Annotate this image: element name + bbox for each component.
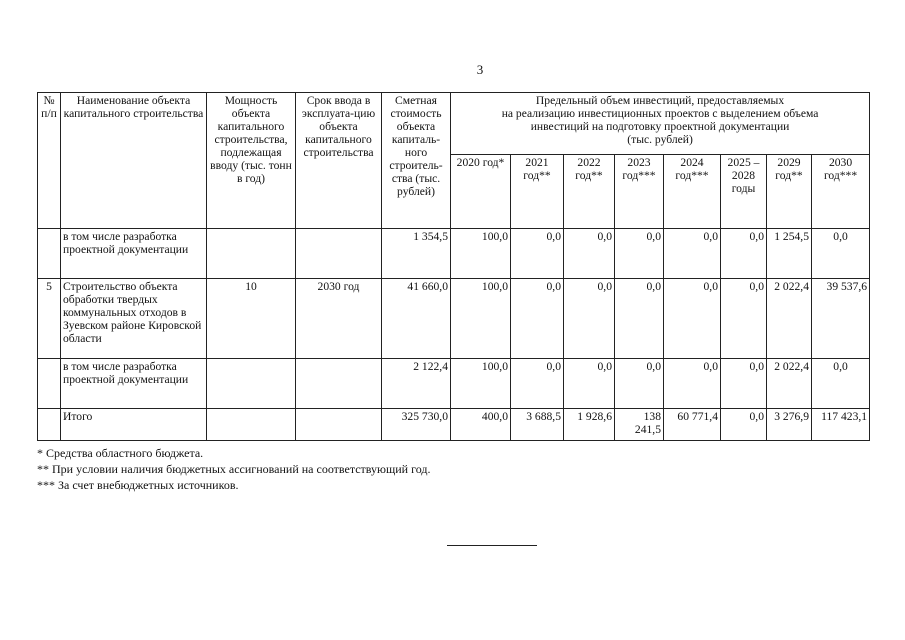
row-commission xyxy=(296,229,382,279)
header-cost: Сметная стоимость объекта капиталь-ного строитель-ства (тыс. рублей) xyxy=(382,93,451,229)
row-value: 0,0 xyxy=(664,359,721,409)
header-name: Наименование объекта капитального строительства xyxy=(61,93,207,229)
header-year: 2029 год** xyxy=(767,155,812,229)
row-value: 100,0 xyxy=(451,279,511,359)
row-name: Итого xyxy=(61,409,207,441)
header-year: 2025 – 2028 годы xyxy=(721,155,767,229)
row-value: 138 241,5 xyxy=(615,409,664,441)
row-value: 2 022,4 xyxy=(767,279,812,359)
header-year: 2020 год* xyxy=(451,155,511,229)
header-limit-line-4: (тыс. рублей) xyxy=(627,133,693,146)
header-limit-line-3: инвестиций на подготовку проектной документации xyxy=(530,120,790,133)
row-num xyxy=(38,229,61,279)
row-value: 0,0 xyxy=(664,229,721,279)
header-year: 2024 год*** xyxy=(664,155,721,229)
row-value: 0,0 xyxy=(615,359,664,409)
header-investment-limit xyxy=(451,93,870,155)
row-capacity: 10 xyxy=(207,279,296,359)
row-value: 2 022,4 xyxy=(767,359,812,409)
header-commission: Срок ввода в эксплуата-цию объекта капитального строительства xyxy=(296,93,382,229)
row-value: 0,0 xyxy=(564,359,615,409)
row-num: 5 xyxy=(38,279,61,359)
end-rule-divider xyxy=(447,545,537,546)
header-year: 2021 год** xyxy=(511,155,564,229)
row-value: 1 254,5 xyxy=(767,229,812,279)
table-row xyxy=(38,229,870,279)
row-name: в том числе разработка проектной документации xyxy=(61,359,207,409)
row-value: 0,0 xyxy=(564,279,615,359)
footnote: *** За счет внебюджетных источников. xyxy=(37,478,239,492)
row-cost: 2 122,4 xyxy=(382,359,451,409)
row-name: в том числе разработка проектной документации xyxy=(61,229,207,279)
footnotes xyxy=(37,445,430,493)
row-value: 0,0 xyxy=(511,359,564,409)
row-value: 1 928,6 xyxy=(564,409,615,441)
row-value: 60 771,4 xyxy=(664,409,721,441)
row-value: 3 276,9 xyxy=(767,409,812,441)
row-value: 117 423,1 xyxy=(812,409,870,441)
row-value: 0,0 xyxy=(721,279,767,359)
row-value: 0,0 xyxy=(615,279,664,359)
row-num xyxy=(38,409,61,441)
row-commission: 2030 год xyxy=(296,279,382,359)
header-capacity: Мощность объекта капитального строительства, подлежащая вводу (тыс. тонн в год) xyxy=(207,93,296,229)
row-value: 3 688,5 xyxy=(511,409,564,441)
row-value: 100,0 xyxy=(451,229,511,279)
footnote: ** При условии наличия бюджетных ассигнований на соответствующий год. xyxy=(37,462,431,476)
row-value: 0,0 xyxy=(721,359,767,409)
row-value: 0,0 xyxy=(615,229,664,279)
header-limit-line-2: на реализацию инвестиционных проектов с выделением объема xyxy=(501,107,819,120)
investment-table xyxy=(37,92,870,441)
row-value: 100,0 xyxy=(451,359,511,409)
table-row xyxy=(38,359,870,409)
row-commission xyxy=(296,409,382,441)
row-value: 0,0 xyxy=(812,229,870,279)
table-row xyxy=(38,279,870,359)
header-year: 2022 год** xyxy=(564,155,615,229)
header-year: 2023 год*** xyxy=(615,155,664,229)
row-value: 0,0 xyxy=(511,279,564,359)
footnote: * Средства областного бюджета. xyxy=(37,446,204,460)
row-cost: 41 660,0 xyxy=(382,279,451,359)
header-num: № п/п xyxy=(38,93,61,229)
header-limit-line-1: Предельный объем инвестиций, предоставляемых xyxy=(535,94,785,107)
row-value: 0,0 xyxy=(664,279,721,359)
row-name: Строительство объекта обработки твердых коммунальных отходов в Зуевском районе Кировской области xyxy=(61,279,207,359)
row-cost: 325 730,0 xyxy=(382,409,451,441)
row-capacity xyxy=(207,409,296,441)
row-num xyxy=(38,359,61,409)
row-value: 0,0 xyxy=(812,359,870,409)
row-value: 0,0 xyxy=(721,229,767,279)
row-value: 0,0 xyxy=(511,229,564,279)
row-value: 400,0 xyxy=(451,409,511,441)
row-commission xyxy=(296,359,382,409)
header-year: 2030 год*** xyxy=(812,155,870,229)
row-value: 0,0 xyxy=(721,409,767,441)
row-cost: 1 354,5 xyxy=(382,229,451,279)
row-capacity xyxy=(207,229,296,279)
table-row-total xyxy=(38,409,870,441)
row-value: 0,0 xyxy=(564,229,615,279)
page-number: 3 xyxy=(476,62,484,77)
row-capacity xyxy=(207,359,296,409)
row-value: 39 537,6 xyxy=(812,279,870,359)
